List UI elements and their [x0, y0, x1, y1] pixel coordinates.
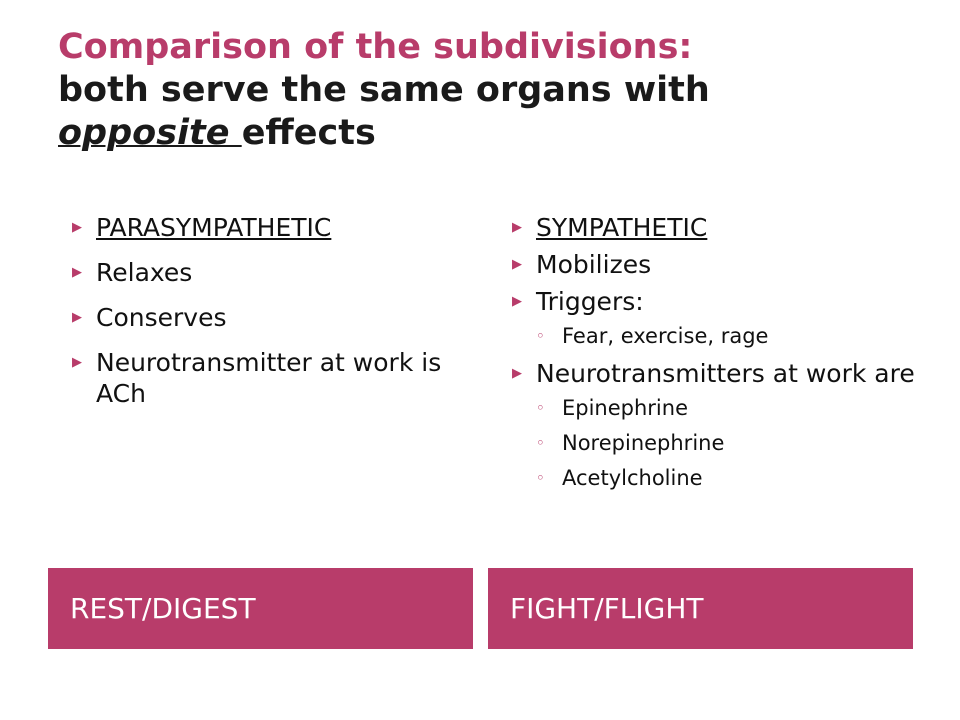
list-item: [512, 286, 922, 317]
triangle-bullet-icon: ▶: [512, 366, 522, 381]
sub-list-item-text: Norepinephrine: [562, 431, 725, 455]
list-item: [72, 347, 452, 409]
list-item: [512, 249, 922, 280]
rest-digest-band: [48, 568, 473, 649]
triangle-bullet-icon: ▶: [512, 257, 522, 272]
list-item-text: Neurotransmitter at work is ACh: [96, 348, 442, 408]
title-line-3: [58, 112, 938, 155]
fight-flight-band: [488, 568, 913, 649]
list-item-text: Triggers:: [536, 287, 644, 316]
title-line-2: both serve the same organs with: [58, 70, 710, 110]
list-item: [512, 358, 922, 389]
circle-bullet-icon: ◦: [536, 327, 545, 345]
list-item: [72, 302, 452, 333]
triangle-bullet-icon: ▶: [512, 220, 522, 235]
circle-bullet-icon: ◦: [536, 469, 545, 487]
triangle-bullet-icon: ▶: [72, 265, 82, 280]
sub-list-item: [536, 323, 922, 349]
triangle-bullet-icon: ▶: [72, 220, 82, 235]
sub-list-item-text: Acetylcholine: [562, 466, 703, 490]
sympathetic-column: [512, 212, 922, 500]
sub-list-item: [536, 465, 922, 491]
band-label: FIGHT/FLIGHT: [510, 592, 704, 625]
parasympathetic-heading: PARASYMPATHETIC: [96, 213, 332, 242]
title-line-3-rest: effects: [241, 113, 376, 153]
sympathetic-heading: SYMPATHETIC: [536, 213, 708, 242]
triangle-bullet-icon: ▶: [72, 310, 82, 325]
list-item-text: Neurotransmitters at work are: [536, 359, 915, 388]
circle-bullet-icon: ◦: [536, 399, 545, 417]
title-emphasis: opposite: [58, 113, 242, 153]
circle-bullet-icon: ◦: [536, 434, 545, 452]
list-item-text: Conserves: [96, 303, 227, 332]
list-item: [72, 257, 452, 288]
sub-list-item: [536, 430, 922, 456]
triangle-bullet-icon: ▶: [512, 294, 522, 309]
triangle-bullet-icon: ▶: [72, 355, 82, 370]
slide-title: [58, 26, 938, 155]
band-label: REST/DIGEST: [70, 592, 256, 625]
parasympathetic-column: [72, 212, 452, 423]
list-item: [512, 212, 922, 243]
sub-list-item-text: Epinephrine: [562, 396, 688, 420]
list-item-text: Relaxes: [96, 258, 193, 287]
sub-list-item: [536, 395, 922, 421]
title-line-1: Comparison of the subdivisions:: [58, 27, 693, 67]
list-item: [72, 212, 452, 243]
sub-list-item-text: Fear, exercise, rage: [562, 324, 769, 348]
list-item-text: Mobilizes: [536, 250, 652, 279]
